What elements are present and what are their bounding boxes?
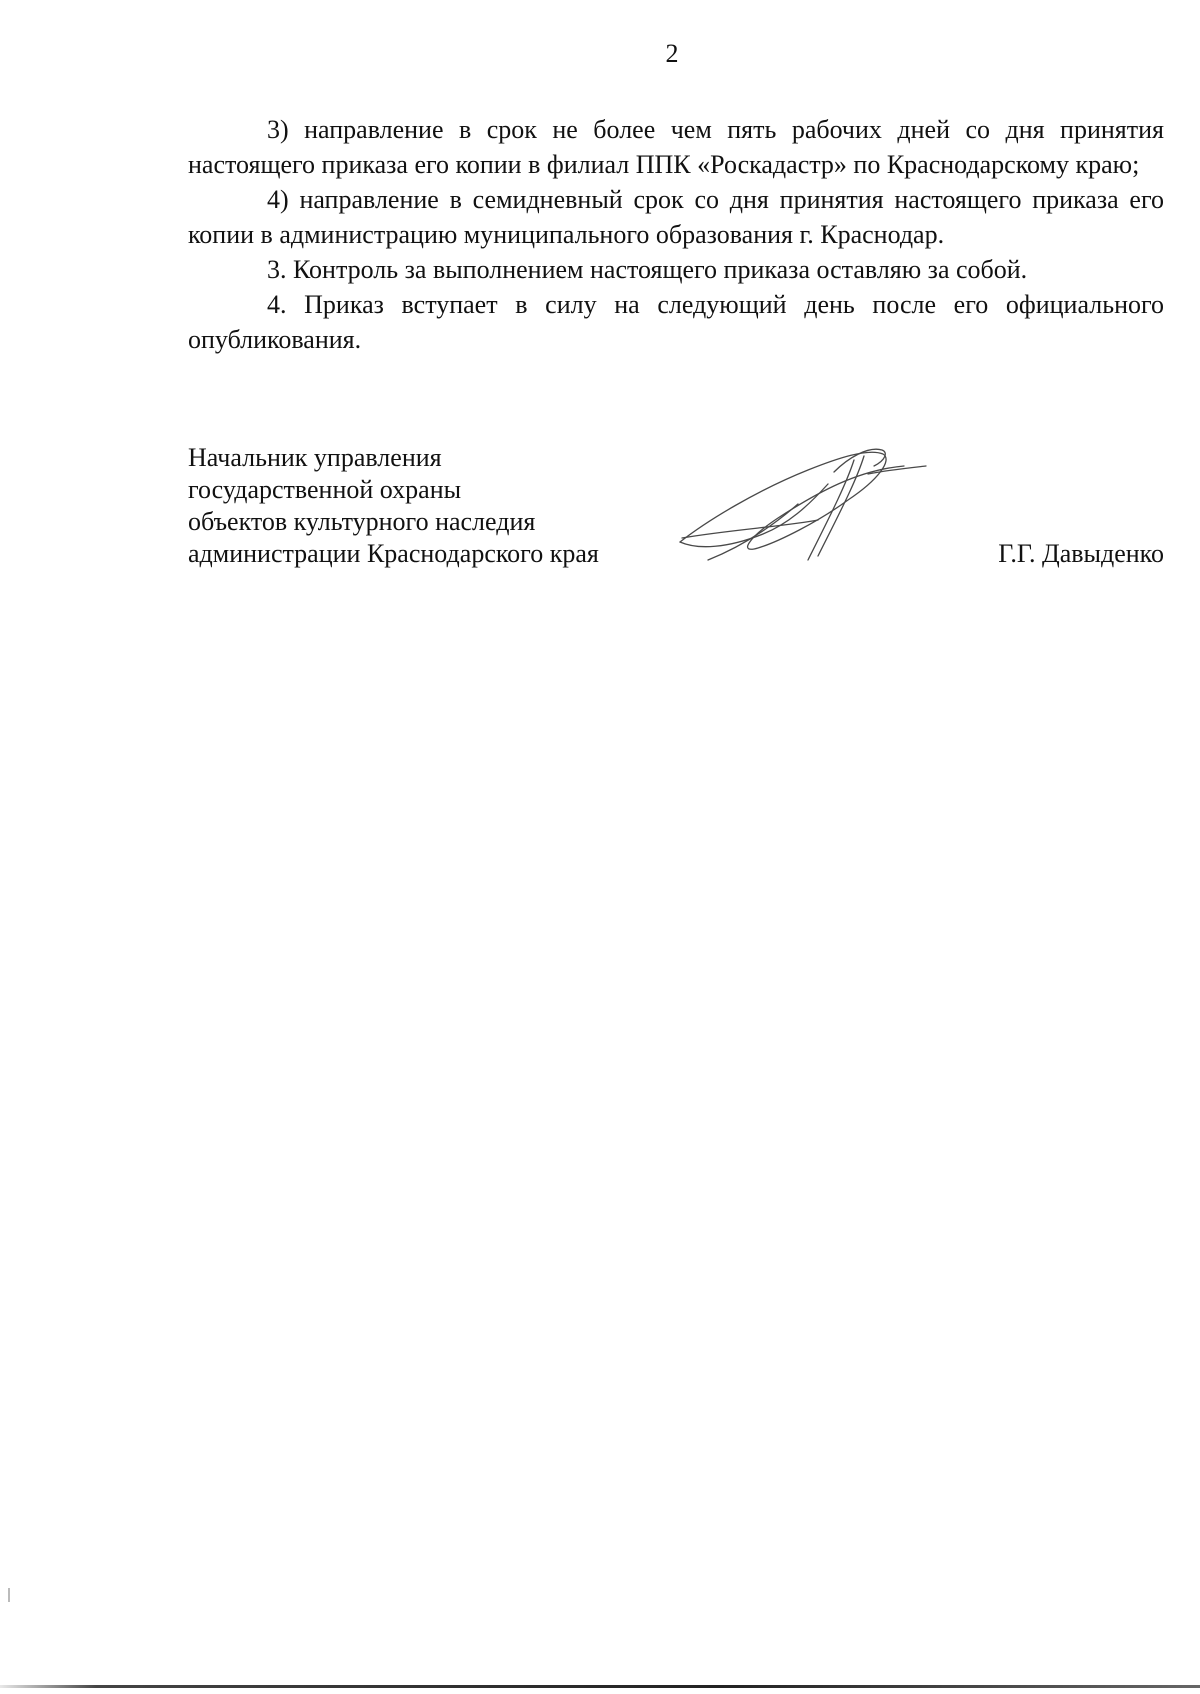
paragraph-effective-date: 4. Приказ вступает в силу на следующий день после его официального опубликования. [188,290,1164,354]
position-line: государственной охраны [188,475,462,504]
signer-name: Г.Г. Давыденко [998,539,1164,568]
signature-block [188,442,1164,602]
position-line: объектов культурного наследия [188,507,536,536]
paragraph-item-4: 4) направление в семидневный срок со дня принятия настоящего приказа его копии в администрацию муниципального образования г. Краснодар. [188,185,1164,249]
position-line: Начальник управления [188,443,442,472]
document-body [188,112,1164,357]
scan-bottom-edge [0,1685,1200,1688]
paragraph-item-3: 3) направление в срок не более чем пять рабочих дней со дня принятия настоящего приказа его копии в филиал ППК «Роскадастр» по Краснодарскому краю; [188,115,1164,179]
handwritten-signature [668,430,928,570]
position-line: администрации Краснодарского края [188,539,599,568]
paragraph-control: 3. Контроль за выполнением настоящего приказа оставляю за собой. [267,255,1028,284]
scan-edge-mark [8,1588,10,1602]
signer-position [188,442,668,570]
page-number: 2 [665,39,679,68]
